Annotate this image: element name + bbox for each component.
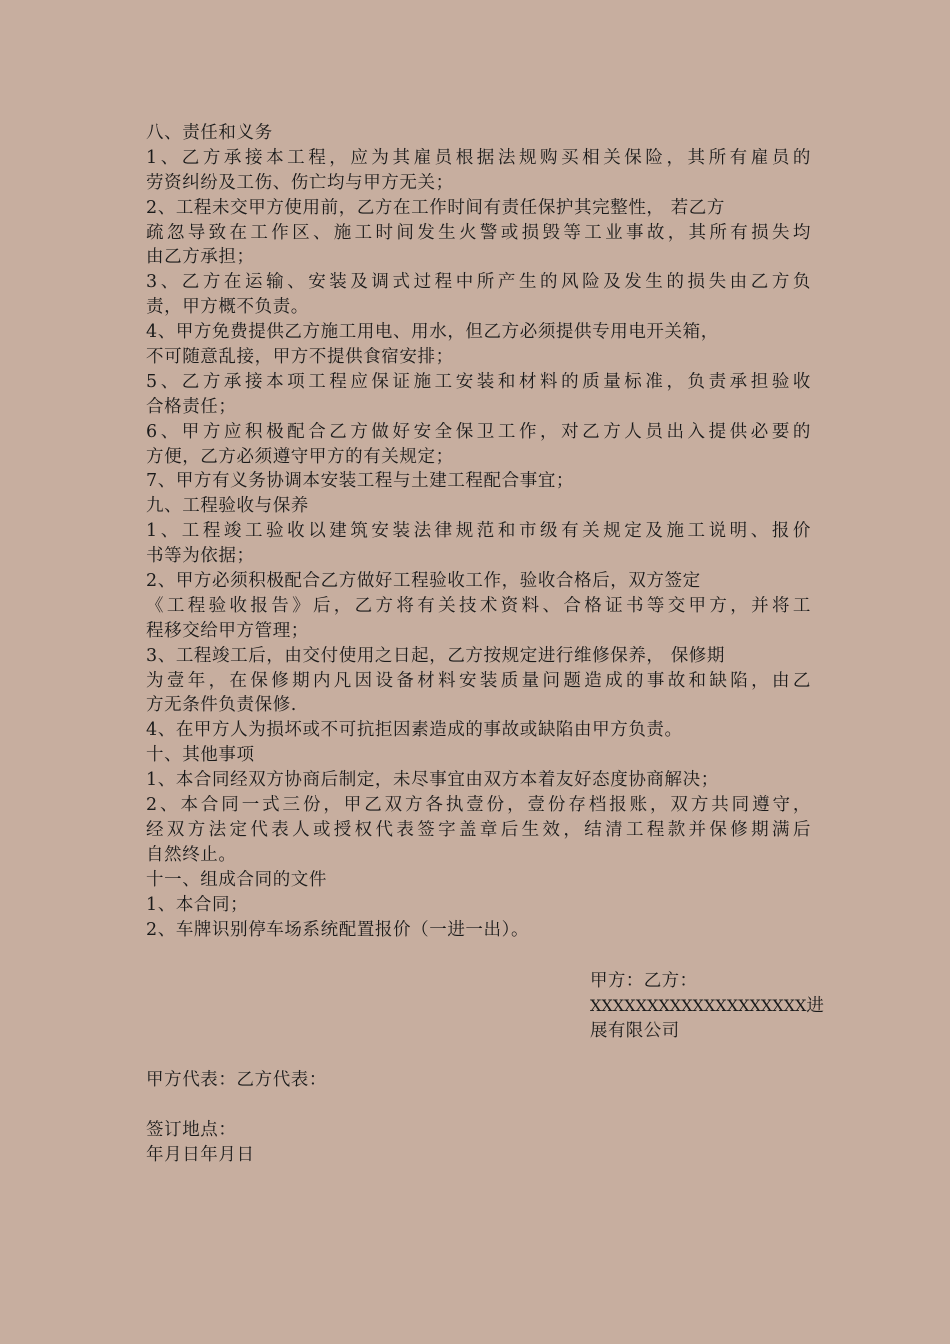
clause-line: 经双方法定代表人或授权代表签字盖章后生效，结清工程款并保修期满后 (146, 819, 811, 840)
clause-line: 合格责任； (146, 396, 237, 417)
clause-line: 1、本合同经双方协商后制定，未尽事宜由双方本着友好态度协商解决； (146, 770, 719, 791)
clause-line: 3、乙方在运输、安装及调式过程中所产生的风险及发生的损失由乙方负 (146, 272, 811, 293)
clause-line: 7、甲方有义务协调本安装工程与土建工程配合事宜； (146, 471, 575, 492)
signing-place-block (146, 1118, 255, 1168)
section-heading-8: 八、责任和义务 (146, 123, 273, 143)
clause-line: 方无条件负责保修. (146, 695, 297, 716)
clause-line: 4、在甲方人为损坏或不可抗拒因素造成的事故或缺陷由甲方负责。 (146, 720, 683, 741)
clause-line: 1、乙方承接本工程，应为其雇员根据法规购买相关保险，其所有雇员的 (146, 147, 811, 168)
section-heading-9: 九、工程验收与保养 (146, 496, 309, 517)
section-heading-10: 十、其他事项 (146, 745, 255, 766)
clause-line: 由乙方承担； (146, 247, 255, 268)
clause-line: 1、工程竣工验收以建筑安装法律规范和市级有关规定及施工说明、报价 (146, 521, 811, 542)
clause-line: 4、甲方免费提供乙方施工用电、用水，但乙方必须提供专用电开关箱， (146, 322, 719, 343)
clause-line: 6、甲方应积极配合乙方做好安全保卫工作，对乙方人员出入提供必要的 (146, 421, 811, 442)
clause-line: 方便，乙方必须遵守甲方的有关规定； (146, 446, 454, 467)
company-name-line2: 展有限公司 (590, 1020, 680, 1041)
company-name-line1 (590, 994, 825, 1019)
clause-line: 程移交给甲方管理； (146, 620, 309, 641)
clause-line: 2、甲方必须积极配合乙方做好工程验收工作，验收合格后，双方签定 (146, 571, 701, 592)
clause-line: 书等为依据； (146, 546, 255, 567)
clause-line: 责，甲方概不负责。 (146, 297, 309, 318)
contract-body (146, 121, 811, 942)
clause-line: 劳资纠纷及工伤、伤亡均与甲方无关； (146, 172, 454, 193)
clause-line: 2、车牌识别停车场系统配置报价（一进一出）。 (146, 919, 530, 940)
representatives-block (146, 1068, 327, 1093)
signature-block (590, 969, 825, 1044)
company-name-tail: 进 (806, 995, 825, 1016)
parties-label: 甲方：乙方： (590, 971, 698, 991)
section-heading-11: 十一、组成合同的文件 (146, 869, 327, 890)
clause-line: 1、本合同； (146, 894, 249, 915)
clause-line: 《工程验收报告》后，乙方将有关技术资料、合格证书等交甲方，并将工 (146, 595, 811, 616)
company-placeholder: XXXXXXXXXXXXXXXXXXX (590, 995, 807, 1015)
clause-line: 自然终止。 (146, 844, 237, 865)
clause-line: 5、乙方承接本项工程应保证施工安装和材料的质量标准，负责承担验收 (146, 371, 811, 392)
representatives-label: 甲方代表：乙方代表： (146, 1070, 327, 1090)
clause-line: 2、工程未交甲方使用前，乙方在工作时间有责任保护其完整性， 若乙方 (146, 197, 725, 218)
clause-line: 疏忽导致在工作区、施工时间发生火警或损毁等工业事故，其所有损失均 (146, 222, 811, 243)
clause-line: 2、本合同一式三份，甲乙双方各执壹份，壹份存档报账，双方共同遵守， (146, 795, 811, 816)
clause-line: 不可随意乱接，甲方不提供食宿安排； (146, 347, 454, 368)
clause-line: 3、工程竣工后，由交付使用之日起，乙方按规定进行维修保养， 保修期 (146, 645, 725, 666)
signing-place-label: 签订地点： (146, 1120, 237, 1140)
signing-date-line: 年月日年月日 (146, 1144, 255, 1165)
clause-line: 为壹年，在保修期内凡因设备材料安装质量问题造成的事故和缺陷，由乙 (146, 670, 811, 691)
